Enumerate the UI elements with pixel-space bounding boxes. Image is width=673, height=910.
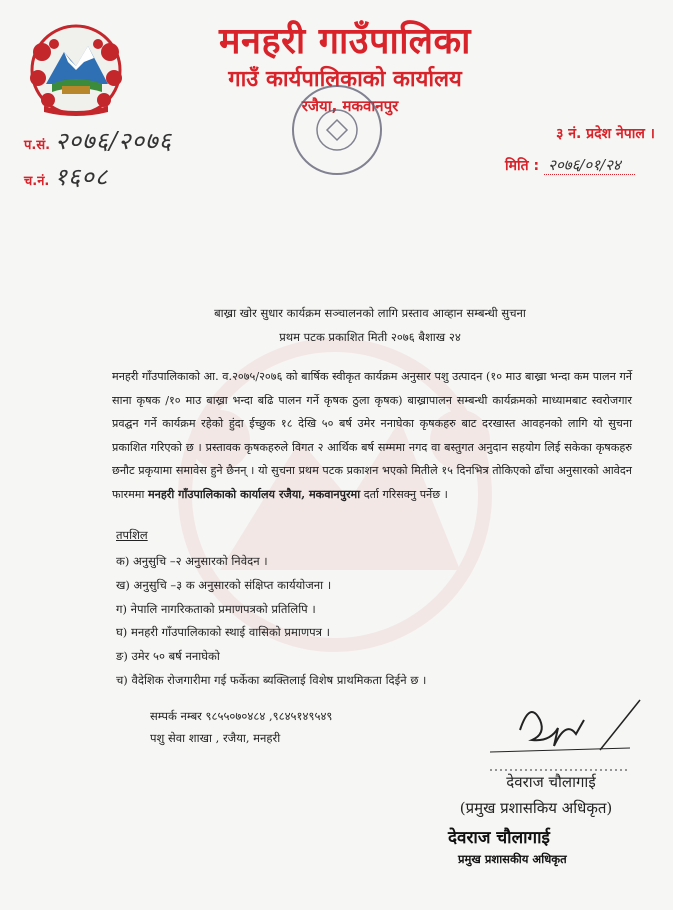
list-item: च) वैदेशिक रोजगारीमा गई फर्केका ब्यक्तिलाई विशेष प्राथमिकता दिईने छ । — [116, 672, 427, 687]
list-item: ङ) उमेर ५० बर्ष ननाघेको — [116, 649, 220, 664]
notice-body-bold: मनहरी गाँउपालिकाको कार्यालय रजैया, मकवानपुरमा — [147, 486, 361, 501]
province-label: ३ नं. प्रदेश नेपाल । — [556, 126, 655, 142]
date-value: २०७६/०१/२४ — [544, 156, 635, 175]
patra-value: २०७६/२०७६ — [55, 127, 173, 155]
office-subtitle: गाउँ कार्यपालिकाको कार्यालय — [228, 67, 462, 92]
office-address: रजैया, मकवानपुर — [301, 97, 399, 115]
official-stamp-icon — [282, 80, 392, 180]
notice-subtitle: प्रथम पटक प्रकाशित मिती २०७६ बैशाख २४ — [279, 330, 461, 344]
tapasil-heading: तपशिल — [116, 528, 148, 542]
patra-sankhya — [24, 124, 172, 157]
date-line — [505, 155, 635, 175]
signatory-name: देवराज चौलागाई — [506, 773, 596, 791]
notice-title: बाख्रा खोर सुधार कार्यक्रम सञ्चालनको लागि प्रस्ताव आव्हान सम्बन्धी सुचना — [214, 306, 526, 320]
office-title: मनहरी गाउँपालिका — [218, 21, 471, 62]
list-item: घ) मनहरी गाँउपालिकाको स्थाई वासिको प्रमाणपत्र । — [116, 625, 331, 640]
government-emblem-icon — [24, 22, 128, 118]
signature-icon — [480, 690, 650, 780]
list-item: ग) नेपालि नागरिकताको प्रमाणपत्रको प्रतिलिपि । — [116, 601, 316, 616]
tapasil-list — [116, 550, 426, 693]
patra-label: प.सं. — [24, 138, 51, 153]
signatory-title: (प्रमुख प्रशासकिय अधिकृत) — [459, 799, 613, 817]
notice-body — [112, 365, 632, 507]
contact-block — [150, 705, 332, 749]
contact-phone: सम्पर्क नम्बर ९८५५०७०४८४ ,९८४५१४९५४९ — [150, 709, 333, 723]
signatory-stamp-name: देवराज चौलागाई — [448, 828, 550, 848]
notice-body-part1: मनहरी गाँउपालिकाको आ. व.२०७५/२०७६ को बार्षिक स्वीकृत कार्यक्रम अनुसार पशु उत्पादन (१० माउ बाख्रा भन्दा कम पालन गर्ने साना कृषक /१० माउ बाख्रा भन्दा बढि पालन गर्ने कृषक ठुला कृषक) बाख्रापालन सम्बन्धी कार्यक्रमको माध्यामबाट स्वरोजगार प्रवद्घन गर्ने कार्यक्रम रहेको हुंदा ईच्छुक १८ देखि ५० बर्ष उमेर ननाघेका कृषकहरु बाट दरखास्त आवहनको लागि यो सुचना प्रकाशित गरिएको छ । प्रस्तावक कृषकहरुले विगत २ आर्थिक बर्ष सम्ममा नगद वा बस्तुगत अनुदान सहयोग लिई सकेका कृषकहरु छनौट प्रकृयामा समावेस हुने छैनन् । यो सुचना प्रथम पटक प्रकाशन भएको मितीले १५ दिनभित्र तोकिएको ढाँचा अनुसारको आवेदन फारममा — [112, 370, 632, 501]
notice-body-part2: दर्ता गरिसक्नु पर्नेछ । — [363, 487, 448, 501]
contact-office: पशु सेवा शाखा , रजैया, मनहरी — [150, 731, 281, 745]
chalani-value: १६०८ — [54, 163, 109, 191]
chalani-number — [24, 160, 108, 193]
list-item: ख) अनुसुचि –३ क अनुसारको संक्षिप्त कार्ययोजना । — [116, 577, 332, 592]
list-item: क) अनुसुचि –२ अनुसारको निवेदन । — [116, 554, 268, 568]
chalani-label: च.नं. — [24, 174, 50, 189]
signatory-stamp-title: प्रमुख प्रशासकीय अधिकृत — [458, 852, 567, 866]
date-label: मिति : — [505, 158, 540, 174]
